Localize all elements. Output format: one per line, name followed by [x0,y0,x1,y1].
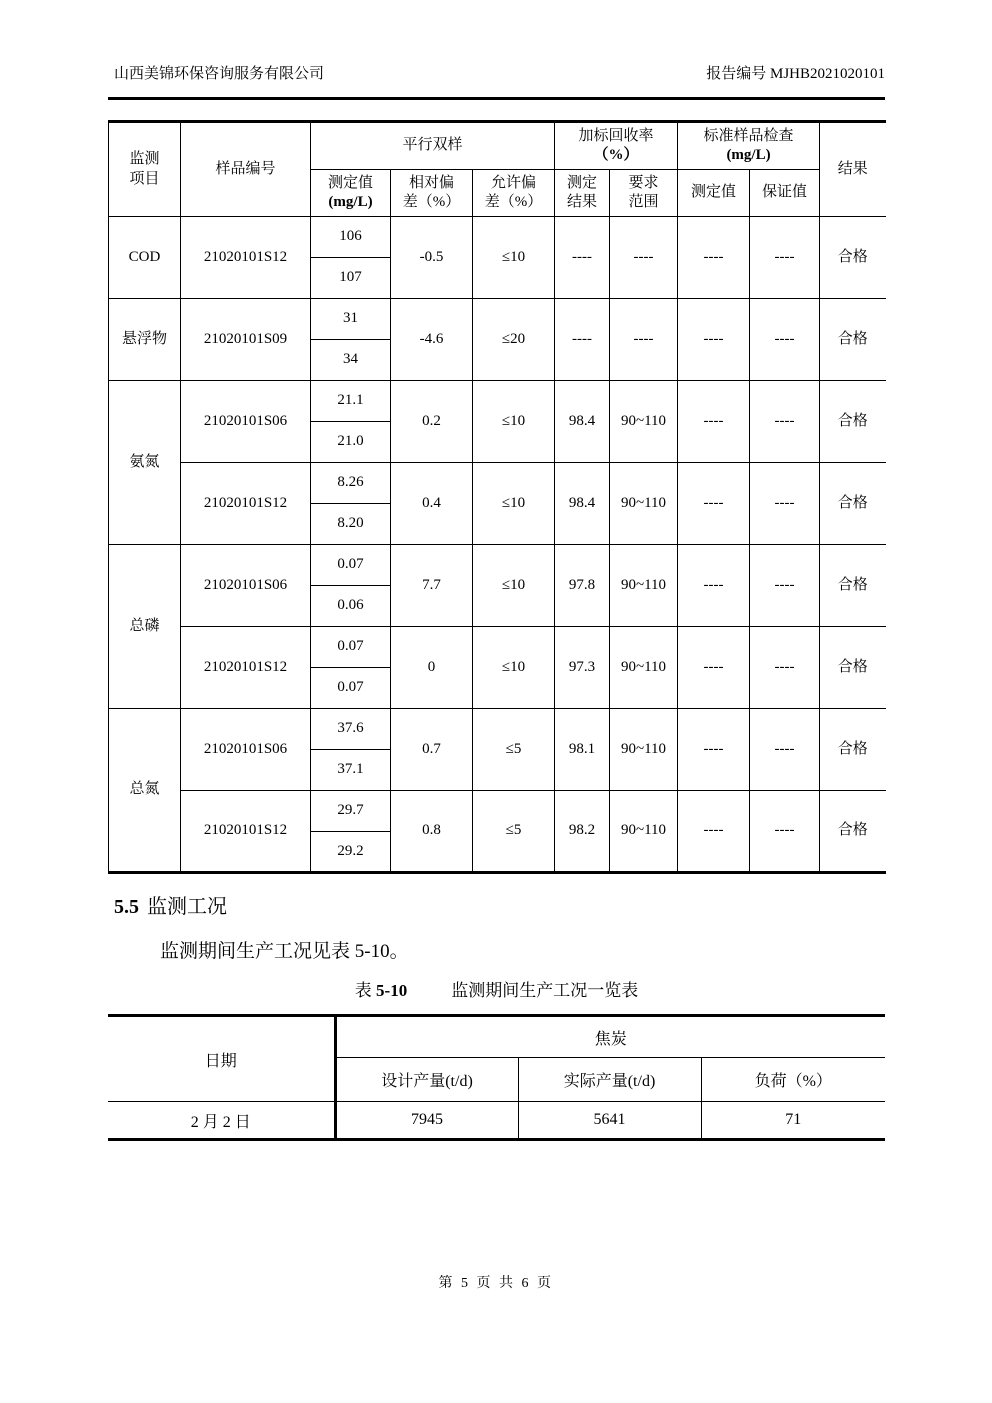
std-measured-cell: ---- [678,381,750,463]
result-cell: 合格 [820,217,886,299]
header-rel-dev-cell [391,170,473,217]
table-row [109,627,886,668]
relative-deviation-cell: 7.7 [391,545,473,627]
header-unit: (mg/L) [726,147,771,163]
sample-id-cell: 21020101S12 [181,791,311,873]
section-number: 5.5 [114,896,139,918]
relative-deviation-cell: 0.2 [391,381,473,463]
spike-result-cell: ---- [555,299,610,381]
sample-id-cell: 21020101S06 [181,709,311,791]
table-row [109,709,886,750]
result-cell: 合格 [820,709,886,791]
std-measured-cell: ---- [678,217,750,299]
actual-output-cell: 5641 [518,1102,701,1140]
header-spike-result-cell [555,170,610,217]
header-std-measured-cell: 测定值 [678,170,750,217]
table-row [109,545,886,586]
std-measured-cell: ---- [678,627,750,709]
sample-id-cell: 21020101S06 [181,545,311,627]
spike-range-cell: 90~110 [610,709,678,791]
sample-id-cell: 21020101S06 [181,381,311,463]
header-sample-id-cell: 样品编号 [181,122,311,217]
measured-value-cell: 0.06 [311,586,391,627]
header-line: 监测 [129,151,160,167]
spike-range-cell: 90~110 [610,791,678,873]
item-name-cell: 总磷 [109,545,181,709]
measured-value-cell: 21.1 [311,381,391,422]
result-cell: 合格 [820,791,886,873]
allowed-deviation-cell: ≤10 [473,463,555,545]
relative-deviation-cell: 0 [391,627,473,709]
page-footer: 第 5 页 共 6 页 [438,1276,554,1291]
sample-id-cell: 21020101S12 [181,627,311,709]
table-row [109,217,886,258]
caption-label [355,981,407,1000]
document-header [114,62,885,83]
date-cell: 2 月 2 日 [108,1102,335,1140]
header-design-cell: 设计产量(t/d) [335,1058,518,1102]
std-measured-cell: ---- [678,545,750,627]
header-measured-cell [311,170,391,217]
result-cell: 合格 [820,545,886,627]
spike-result-cell: ---- [555,217,610,299]
header-parallel-cell: 平行双样 [311,122,555,170]
result-cell: 合格 [820,627,886,709]
measured-value-cell: 8.20 [311,504,391,545]
measured-value-cell: 21.0 [311,422,391,463]
allowed-deviation-cell: ≤5 [473,709,555,791]
measured-value-cell: 34 [311,340,391,381]
header-spike-range-cell [610,170,678,217]
header-line: 项目 [129,170,160,187]
allowed-deviation-cell: ≤10 [473,545,555,627]
allowed-deviation-cell: ≤10 [473,627,555,709]
result-cell: 合格 [820,299,886,381]
allowed-deviation-cell: ≤10 [473,217,555,299]
measured-value-cell: 8.26 [311,463,391,504]
table-row [109,791,886,832]
table-row [109,463,886,504]
item-name-cell: 氨氮 [109,381,181,545]
std-guaranteed-cell: ---- [750,627,820,709]
header-line: 允许偏 [490,174,536,191]
section-title: 监测工况 [147,896,227,918]
spike-range-cell: ---- [610,217,678,299]
measured-value-cell: 37.6 [311,709,391,750]
production-table [108,1014,885,1141]
qa-results-table [108,120,886,874]
relative-deviation-cell: -4.6 [391,299,473,381]
measured-value-cell: 0.07 [311,545,391,586]
header-spike-cell [555,122,678,170]
header-line: 结果 [566,194,597,210]
measured-value-cell: 29.2 [311,832,391,873]
table-row [109,381,886,422]
item-name-cell: COD [109,217,181,299]
header-line: 相对偏 [408,174,454,191]
allowed-deviation-cell: ≤10 [473,381,555,463]
relative-deviation-cell: 0.4 [391,463,473,545]
header-line: 加标回收率 [578,127,654,144]
caption-label-number: 5-10 [376,981,408,1000]
header-date-cell: 日期 [108,1016,335,1102]
design-output-cell: 7945 [335,1102,518,1140]
company-name: 山西美锦环保咨询服务有限公司 [114,66,325,82]
allowed-deviation-cell: ≤5 [473,791,555,873]
caption-title: 监测期间生产工况一览表 [451,981,639,1000]
measured-value-cell: 0.07 [311,668,391,709]
header-std-guaranteed-cell: 保证值 [750,170,820,217]
header-line: 要求 [628,174,659,191]
measured-value-cell: 0.07 [311,627,391,668]
item-name-cell: 总氮 [109,709,181,873]
header-line: 标准样品检查 [703,127,794,144]
body-paragraph: 监测期间生产工况见表 5-10。 [160,941,409,962]
header-load-cell: 负荷（%） [701,1058,885,1102]
header-unit: （%） [593,147,639,163]
relative-deviation-cell: -0.5 [391,217,473,299]
std-guaranteed-cell: ---- [750,709,820,791]
load-cell: 71 [701,1102,885,1140]
std-guaranteed-cell: ---- [750,217,820,299]
header-standard-cell [678,122,820,170]
std-guaranteed-cell: ---- [750,791,820,873]
std-measured-cell: ---- [678,299,750,381]
std-guaranteed-cell: ---- [750,545,820,627]
header-line: 差（%） [484,194,543,210]
result-cell: 合格 [820,463,886,545]
spike-result-cell: 97.3 [555,627,610,709]
header-line: 测定 [566,174,597,191]
spike-range-cell: 90~110 [610,545,678,627]
spike-result-cell: 98.4 [555,381,610,463]
table-row [109,299,886,340]
spike-range-cell: 90~110 [610,463,678,545]
std-measured-cell: ---- [678,463,750,545]
relative-deviation-cell: 0.7 [391,709,473,791]
measured-value-cell: 31 [311,299,391,340]
spike-result-cell: 98.4 [555,463,610,545]
table-caption [108,976,885,1001]
relative-deviation-cell: 0.8 [391,791,473,873]
header-result-cell: 结果 [820,122,886,217]
result-cell: 合格 [820,381,886,463]
section-heading [114,890,227,919]
spike-result-cell: 98.1 [555,709,610,791]
caption-label-prefix: 表 [354,981,372,1000]
std-measured-cell: ---- [678,791,750,873]
measured-value-cell: 106 [311,217,391,258]
header-product-cell: 焦炭 [335,1016,885,1058]
spike-range-cell: 90~110 [610,627,678,709]
table-row [108,1102,885,1140]
header-item-cell [109,122,181,217]
report-number: 报告编号 MJHB2021020101 [706,66,885,82]
header-line: 范围 [628,194,659,210]
spike-range-cell: ---- [610,299,678,381]
spike-result-cell: 98.2 [555,791,610,873]
table-header-row [108,1016,885,1058]
std-measured-cell: ---- [678,709,750,791]
header-actual-cell: 实际产量(t/d) [518,1058,701,1102]
header-unit: (mg/L) [328,194,373,210]
header-line: 测定值 [327,174,373,191]
sample-id-cell: 21020101S12 [181,463,311,545]
std-guaranteed-cell: ---- [750,299,820,381]
std-guaranteed-cell: ---- [750,463,820,545]
measured-value-cell: 107 [311,258,391,299]
measured-value-cell: 29.7 [311,791,391,832]
header-line: 差（%） [402,194,461,210]
allowed-deviation-cell: ≤20 [473,299,555,381]
sample-id-cell: 21020101S09 [181,299,311,381]
header-rule [108,97,885,100]
table-header-row [109,122,886,170]
measured-value-cell: 37.1 [311,750,391,791]
std-guaranteed-cell: ---- [750,381,820,463]
sample-id-cell: 21020101S12 [181,217,311,299]
item-name-cell: 悬浮物 [109,299,181,381]
header-allow-dev-cell [473,170,555,217]
spike-range-cell: 90~110 [610,381,678,463]
spike-result-cell: 97.8 [555,545,610,627]
